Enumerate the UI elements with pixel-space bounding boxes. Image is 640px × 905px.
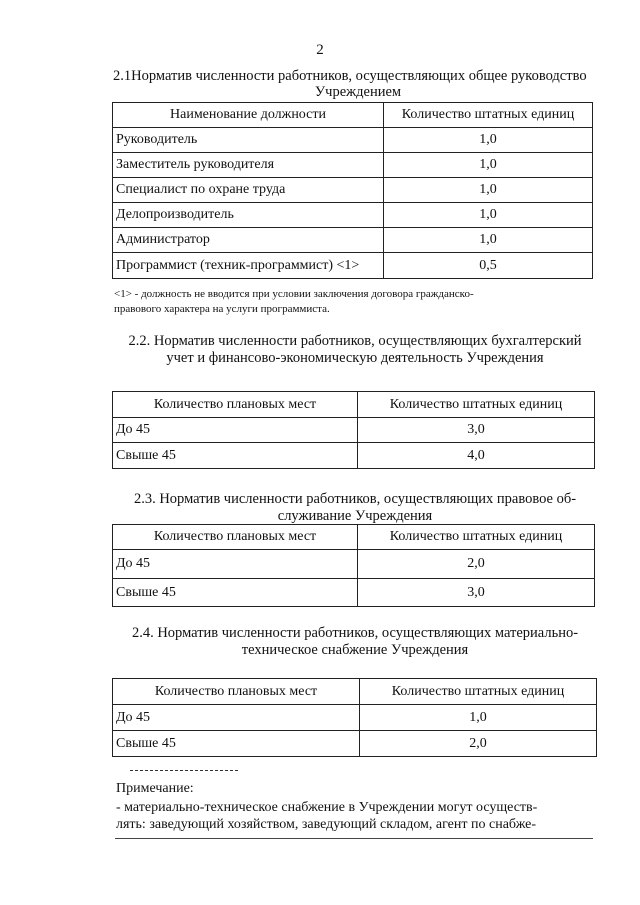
bottom-rule — [115, 838, 593, 839]
header-staff-units: Количество штатных единиц — [384, 103, 593, 128]
units-cell: 2,0 — [360, 731, 597, 757]
table-header-row — [113, 103, 593, 128]
note-title: Примечание: — [116, 781, 194, 796]
table-row — [113, 178, 593, 203]
places-cell: До 45 — [113, 550, 358, 579]
units-cell: 2,0 — [358, 550, 595, 579]
footnote-line1: <1> - должность не вводится при условии заключения договора гражданско- — [114, 288, 474, 300]
places-cell: До 45 — [113, 705, 360, 731]
section-2-4-table — [112, 678, 597, 757]
note-line1: - материально-техническое снабжение в Учреждении могут осуществ- — [116, 800, 538, 815]
position-cell: Делопроизводитель — [113, 203, 384, 228]
table-row — [113, 203, 593, 228]
header-staff-units: Количество штатных единиц — [358, 392, 595, 418]
position-cell: Администратор — [113, 228, 384, 253]
section-2-2-title-line1: 2.2. Норматив численности работников, осуществляющих бухгалтерский — [128, 333, 582, 349]
units-cell: 1,0 — [384, 203, 593, 228]
table-row — [113, 731, 597, 757]
units-cell: 4,0 — [358, 443, 595, 469]
table-header-row — [113, 525, 595, 550]
section-2-3-title-line1: 2.3. Норматив численности работников, осуществляющих правовое об- — [133, 491, 577, 507]
position-cell: Заместитель руководителя — [113, 153, 384, 178]
table-row — [113, 550, 595, 579]
units-cell: 1,0 — [360, 705, 597, 731]
header-planned-places: Количество плановых мест — [113, 525, 358, 550]
position-cell: Программист (техник-программист) <1> — [113, 253, 384, 279]
header-planned-places: Количество плановых мест — [113, 679, 360, 705]
table-row — [113, 705, 597, 731]
header-staff-units: Количество штатных единиц — [360, 679, 597, 705]
footnote-line2: правового характера на услуги программиста. — [114, 303, 330, 315]
section-2-1-title-line2: Учреждением — [314, 84, 402, 100]
places-cell: Свыше 45 — [113, 443, 358, 469]
table-row — [113, 443, 595, 469]
units-cell: 1,0 — [384, 153, 593, 178]
page-number: 2 — [316, 42, 324, 58]
section-2-2-title-line2: учет и финансово-экономическую деятельность Учреждения — [166, 350, 544, 366]
units-cell: 3,0 — [358, 579, 595, 607]
table-row — [113, 128, 593, 153]
section-2-1-table — [112, 102, 593, 279]
table-row — [113, 253, 593, 279]
units-cell: 0,5 — [384, 253, 593, 279]
section-2-3-table — [112, 524, 595, 607]
section-2-1-title-line1: 2.1Норматив численности работников, осуществляющих общее руководство — [113, 68, 587, 84]
units-cell: 3,0 — [358, 418, 595, 443]
table-row — [113, 228, 593, 253]
table-row — [113, 418, 595, 443]
places-cell: Свыше 45 — [113, 579, 358, 607]
table-header-row — [113, 679, 597, 705]
dashed-separator — [130, 770, 238, 771]
header-position-name: Наименование должности — [113, 103, 384, 128]
position-cell: Руководитель — [113, 128, 384, 153]
table-row — [113, 579, 595, 607]
section-2-4-title-line1: 2.4. Норматив численности работников, осуществляющих материально- — [131, 625, 579, 641]
header-planned-places: Количество плановых мест — [113, 392, 358, 418]
table-row — [113, 153, 593, 178]
position-cell: Специалист по охране труда — [113, 178, 384, 203]
table-header-row — [113, 392, 595, 418]
units-cell: 1,0 — [384, 128, 593, 153]
section-2-4-title-line2: техническое снабжение Учреждения — [241, 642, 469, 658]
note-line2: лять: заведующий хозяйством, заведующий складом, агент по снабже- — [116, 817, 537, 832]
section-2-2-table — [112, 391, 595, 469]
units-cell: 1,0 — [384, 178, 593, 203]
header-staff-units: Количество штатных единиц — [358, 525, 595, 550]
places-cell: Свыше 45 — [113, 731, 360, 757]
places-cell: До 45 — [113, 418, 358, 443]
units-cell: 1,0 — [384, 228, 593, 253]
section-2-3-title-line2: служивание Учреждения — [277, 508, 433, 524]
